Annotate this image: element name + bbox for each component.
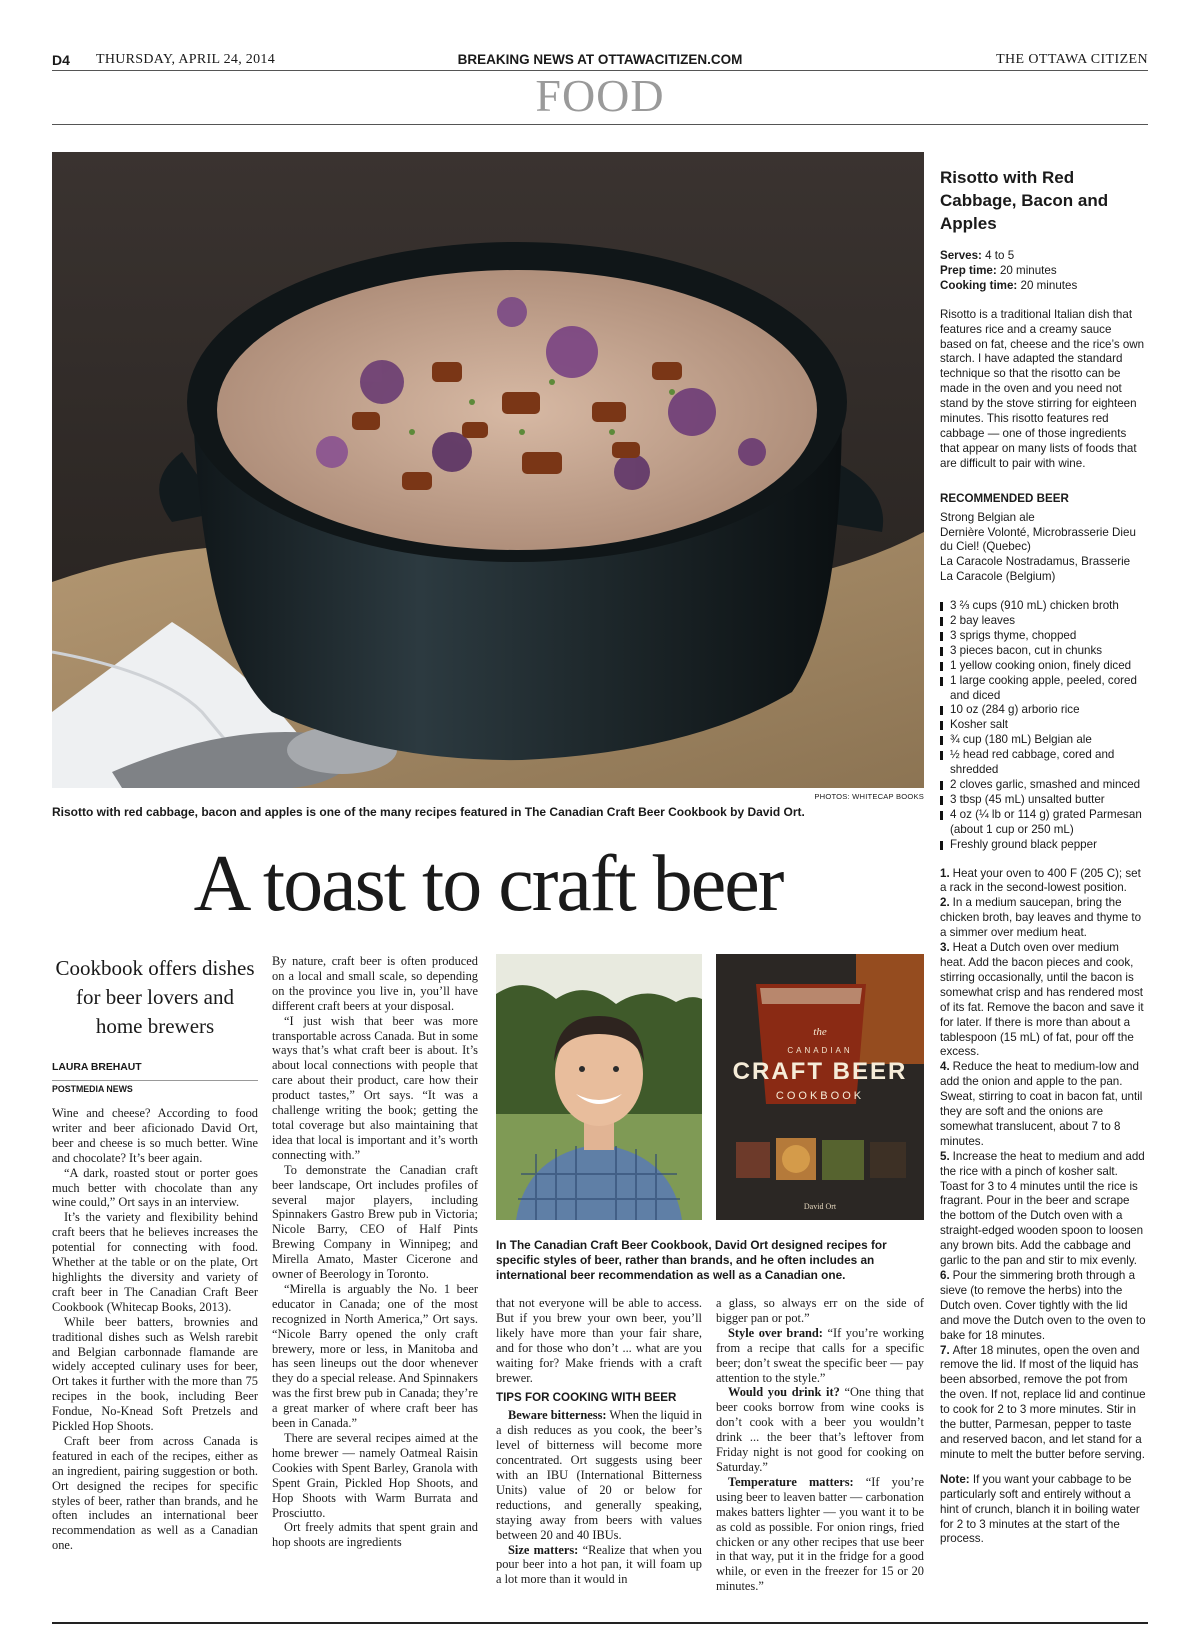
paragraph: “A dark, roasted stout or porter goes much better with chocolate than any wine could,” Ort says in an interview.	[52, 1165, 258, 1210]
book-cover	[716, 954, 924, 1220]
paragraph: Wine and cheese? According to food writer and beer aficionado David Ort, beer and cheese is so much better. Wine and chocolate? It’s beer again.	[52, 1106, 258, 1165]
ingredient-list	[940, 599, 1146, 852]
section-rule	[52, 124, 1148, 125]
recipe-intro: Risotto is a traditional Italian dish that features rice and a creamy sauce based on fat, cheese and the rice’s own starch. I have adapted the standard technique so that the risotto can be made in the oven and you need not stand by the stove stirring for eighteen minutes. This risotto features red cabbage — one of those ingredients that appear on many lists of foods that are difficult to pair with wine.	[940, 307, 1145, 470]
recommended-beer-line: Dernière Volonté, Microbrasserie Dieu du Ciel! (Quebec)	[940, 525, 1136, 554]
paragraph: Ort freely admits that spent grain and hop shoots are ingredients	[272, 1520, 478, 1550]
ingredient-item: 1 large cooking apple, peeled, cored and diced	[940, 674, 1146, 704]
recipe-sidebar	[940, 166, 1146, 1547]
recommended-beer-line: La Caracole Nostradamus, Brasserie La Caracole (Belgium)	[940, 555, 1131, 584]
tip-text: “If you’re using beer to leaven batter — carbonation makes batters lighter — you want it to be as cold as possible. For onion rings, fried chicken or any other recipes that use beer in that way, put it in the fridge for a good while, or even in the freezer for 15 or 20 minutes.”	[716, 1474, 925, 1594]
body-column-4	[716, 1296, 924, 1594]
method-steps	[940, 867, 1146, 1463]
paragraph: While beer batters, brownies and traditional dishes such as Welsh rarebit and Belgian carbonnade flamande are widely accepted culinary uses for beer, Ort takes it further with the more than 75 recipes in the book, including Beer Fondue, No-Knead Soft Pretzels and Pickled Hop Shoots.	[52, 1314, 258, 1434]
ingredient-item: Freshly ground black pepper	[940, 838, 1146, 853]
ingredient-item: 4 oz (¼ lb or 114 g) grated Parmesan (about 1 cup or 250 mL)	[940, 808, 1146, 838]
book-title-craft-beer: CRAFT BEER	[732, 1058, 908, 1085]
recipe-prep-time: Prep time: 20 minutes	[940, 263, 1057, 277]
recipe-cooking-time: Cooking time: 20 minutes	[940, 278, 1078, 292]
body-column-2	[272, 954, 478, 1550]
issue-date: THURSDAY, APRIL 24, 2014	[96, 52, 275, 67]
recipe-title: Risotto with Red Cabbage, Bacon and Apples	[940, 168, 1109, 233]
ingredient-item: Kosher salt	[940, 718, 1146, 733]
ingredient-item: 1 yellow cooking onion, finely diced	[940, 659, 1146, 674]
method-step: 7. After 18 minutes, open the oven and remove the lid. If most of the liquid has been absorbed, remove the pot from the oven. If not, replace lid and continue to cook for 2 to 3 more minutes. Stir in the butter, Parmesan, pepper to taste and reserved bacon, and let stand for a minute to melt the butter before serving.	[940, 1343, 1146, 1461]
paragraph: To demonstrate the Canadian craft beer landscape, Ort includes profiles of several major players, including Spinnakers Gastro Brew pub in Victoria; Nicole Barry, CEO of Half Pints Brewing Company in Winnipeg; and Mirella Amato, Master Cicerone and owner of Beerology in Toronto.	[272, 1162, 478, 1282]
paragraph: “I just wish that beer was more transportable across Canada. But in some ways that’s what craft beer is about. It’s about local connections with people that care about their product, care how their product tastes,” Ort says. “It was a challenge writing the book; getting the total coverage but also maintaining that idea that local is important and it’s worth connecting with.”	[272, 1013, 478, 1162]
paragraph: “Mirella is arguably the No. 1 beer educator in Canada; one of the most recognized in North America,” Ort says. “Nicole Barry opened the only craft brewery, more or less, in Manitoba and has seen lineups out the door whenever they do a special release. And Spinnakers was the first brew pub in Canada; they’re a great marker of where craft beer has been in Canada.”	[272, 1281, 478, 1431]
method-step: 1. Heat your oven to 400 F (205 C); set a rack in the second-lowest position.	[940, 866, 1141, 895]
paragraph: a glass, so always err on the side of bigger pan or pot.”	[716, 1296, 924, 1325]
hero-photo-risotto	[52, 152, 924, 788]
ingredient-item: 3 pieces bacon, cut in chunks	[940, 644, 1146, 659]
hero-caption: Risotto with red cabbage, bacon and apples is one of the many recipes featured in The Canadian Craft Beer Cookbook by David Ort.	[52, 805, 805, 819]
body-column-1	[52, 1106, 258, 1553]
recommended-beer-heading: RECOMMENDED BEER	[940, 491, 1069, 505]
breaking-news-promo[interactable]: BREAKING NEWS AT OTTAWACITIZEN.COM	[457, 52, 743, 67]
ingredient-item: 2 cloves garlic, smashed and minced	[940, 778, 1146, 793]
method-step: 4. Reduce the heat to medium-low and add the onion and apple to the pan. Sweat, stirring to coat in bacon fat, until they are soft and the onions are somewhat translucent, about 7 to 8 minutes.	[940, 1060, 1143, 1148]
tip-title: Size matters:	[508, 1542, 579, 1557]
paragraph: It’s the variety and flexibility behind craft beers that he believes increases the potential for connecting with food. Whether at the table or on the plate, Ort highlights the diversity and variety of craft beer in The Canadian Craft Beer Cookbook (Whitecap Books, 2013).	[52, 1210, 258, 1314]
ingredient-item: ¾ cup (180 mL) Belgian ale	[940, 733, 1146, 748]
recipe-note: Note: If you want your cabbage to be particularly soft and entirely without a hint of crunch, blanch it in boiling water for 2 to 3 minutes at the start of the process.	[940, 1472, 1140, 1546]
tip-title: Temperature matters:	[728, 1474, 854, 1489]
recipe-serves: Serves: 4 to 5	[940, 249, 1015, 262]
section-title: FOOD	[535, 70, 665, 121]
byline: LAURA BREHAUT	[52, 1062, 142, 1073]
deck: Cookbook offers dishes for beer lovers and home brewers	[55, 956, 255, 1038]
tip-text: When the liquid in a dish reduces as you cook, the beer’s level of bitterness will become more concentrated. Ort suggests using beer with an IBU (International Bitterness Units) value of 20 or below for reductions, and generally speaking, staying away from beers with values between 20 and 40 IBUs.	[496, 1408, 702, 1542]
tip-text: “One thing that beer cooks borrow from wine cooks is don’t cook with a beer you wouldn’t drink ... the beer that’s leftover from Friday night is not good for cooking on Saturday.”	[716, 1385, 924, 1474]
newspaper-name: THE OTTAWA CITIZEN	[996, 52, 1148, 67]
book-title-canadian: CANADIAN	[787, 1046, 853, 1055]
paragraph: Craft beer from across Canada is featured in each of the recipes, either as an ingredient, pairing suggestion or both. Ort designed the recipes for specific styles of beer, rather than brands, and he often includes an international beer recommendation as well as a Canadian one.	[52, 1433, 258, 1553]
book-title-the: the	[813, 1026, 827, 1038]
paragraph: There are several recipes aimed at the home brewer — namely Oatmeal Raisin Cookies with Spent Barley, Granola with Spent Grain, Pickled Hop Shoots, and Hop Shoots with Warm Burrata and Prosciutto.	[272, 1431, 478, 1520]
page-number: D4	[52, 52, 70, 68]
photo-caption-book: In The Canadian Craft Beer Cookbook, David Ort designed recipes for specific styles of beer, rather than brands, and he often includes an international beer recommendation as well as a Canadian one.	[496, 1238, 887, 1282]
tip-text: “If you’re working from a recipe that calls for a specific beer; don’t sweat the specific beer — pay attention to the style.”	[716, 1325, 924, 1385]
ingredient-item: 10 oz (284 g) arborio rice	[940, 703, 1146, 718]
tip-title: Beware bitterness:	[508, 1408, 607, 1423]
paragraph: that not everyone will be able to access. But if you brew your own beer, you’ll likely have more than your fair share, and for those who don’t ... what are you waiting for? Make friends with a craft brewer.	[496, 1296, 702, 1385]
body-column-3	[496, 1296, 702, 1587]
author-photo	[496, 954, 702, 1220]
byline-rule	[52, 1080, 258, 1081]
method-step: 6. Pour the simmering broth through a sieve (to remove the herbs) into the Dutch oven. Cover tightly with the lid and move the Dutch oven to the oven to bake for 18 minutes.	[940, 1269, 1146, 1342]
ingredient-item: 2 bay leaves	[940, 614, 1146, 629]
ingredient-item: ½ head red cabbage, cored and shredded	[940, 748, 1146, 778]
book-author: David Ort	[803, 1202, 837, 1211]
headline: A toast to craft beer	[193, 840, 783, 928]
tip-text: “Realize that when you pour beer into a hot pan, it will foam up a lot more than it would in	[496, 1542, 702, 1587]
agency: POSTMEDIA NEWS	[52, 1084, 133, 1094]
tip-title: Style over brand:	[728, 1325, 823, 1340]
tips-heading: TIPS FOR COOKING WITH BEER	[496, 1391, 677, 1405]
photo-credit: PHOTOS: WHITECAP BOOKS	[814, 792, 924, 801]
book-title-cookbook: COOKBOOK	[775, 1090, 865, 1102]
method-step: 3. Heat a Dutch oven over medium heat. Add the bacon pieces and cook, stirring occasionally, until the bacon is somewhat crisp and has rendered most of its fat. Remove the bacon and save it for later. If there is more than about a tablespoon (15 mL) of fat, pour off the excess.	[940, 941, 1144, 1059]
method-step: 2. In a medium saucepan, bring the chicken broth, bay leaves and thyme to a simmer over medium heat.	[940, 896, 1142, 940]
paragraph: By nature, craft beer is often produced on a local and small scale, so depending on the province you live in, you’ll have different craft beers at your disposal.	[272, 954, 478, 1013]
tip-title: Would you drink it?	[728, 1385, 840, 1400]
ingredient-item: 3 sprigs thyme, chopped	[940, 629, 1146, 644]
method-step: 5. Increase the heat to medium and add the rice with a pinch of kosher salt. Toast for 3 to 4 minutes until the rice is fragrant. Pour in the beer and scrape the bottom of the Dutch oven with a straight-edged wooden spoon to loosen any brown bits. Add the cabbage and garlic to the pan and stir to mix evenly.	[940, 1149, 1145, 1268]
recommended-beer-line: Strong Belgian ale	[940, 510, 1035, 524]
ingredient-item: 3 tbsp (45 mL) unsalted butter	[940, 793, 1146, 808]
ingredient-item: 3 ⅔ cups (910 mL) chicken broth	[940, 599, 1146, 614]
footer-rule	[52, 1622, 1148, 1624]
